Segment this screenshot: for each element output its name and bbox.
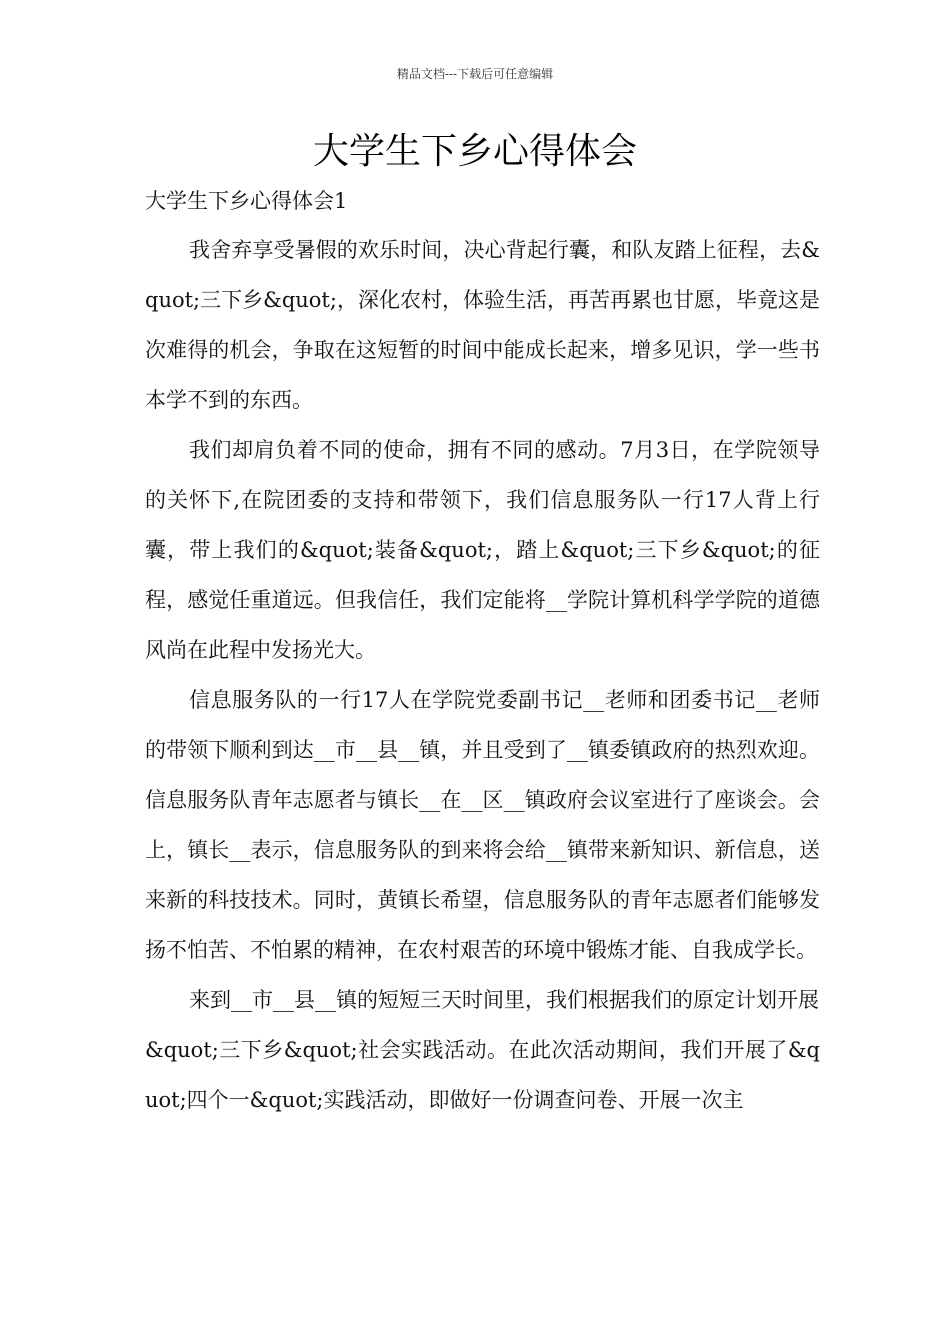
paragraph: 来到__市__县__镇的短短三天时间里，我们根据我们的原定计划开展 (189, 988, 819, 1012)
header-watermark: 精品文档---下载后可任意编辑 (396, 67, 554, 81)
paragraph: 信息服务队的一行17人在学院党委副书记__老师和团委书记__老师的带领下顺利到达__市__县__镇，并且受到了__镇委镇政府的热烈欢迎。信息服务队青年志愿者与镇长__在__区__镇政府会议室进行了座谈会。会上，镇长__表示，信息服务队的到来将会给__镇带来新知识、新信息，送来新的科技技术。同时，黄镇长希望，信息服务队的青年志愿者们能够发扬不怕苦、不怕累的精神，在农村艰苦的环境中锻炼才能、自我成学长。 (145, 688, 820, 962)
paragraph: 我们却肩负着不同的使命，拥有不同的感动。7月3日，在学院领导的关怀下,在院团委的支持和带领下，我们信息服务队一行17人背上行囊，带上我们的&quot;装备&quot;，踏上&quot;三下乡&quot;的征程，感觉任重道远。但我信任，我们定能将__学院计算机科学学院的道德风尚在此程中发扬光大。 (145, 438, 820, 662)
document-title: 大学生下乡心得体会 (312, 131, 637, 172)
section-subtitle: 大学生下乡心得体会1 (145, 189, 348, 213)
paragraph-continuation: &quot;三下乡&quot;社会实践活动。在此次活动期间，我们开展了&quot;四个一&quot;实践活动，即做好一份调查问卷、开展一次主 (145, 1038, 820, 1112)
paragraph: 我舍弃享受暑假的欢乐时间，决心背起行囊，和队友踏上征程，去&quot;三下乡&quot;，深化农村，体验生活，再苦再累也甘愿，毕竟这是次难得的机会，争取在这短暂的时间中能成长起来，增多见识，学一些书本学不到的东西。 (145, 238, 820, 412)
document-body (145, 177, 820, 1125)
